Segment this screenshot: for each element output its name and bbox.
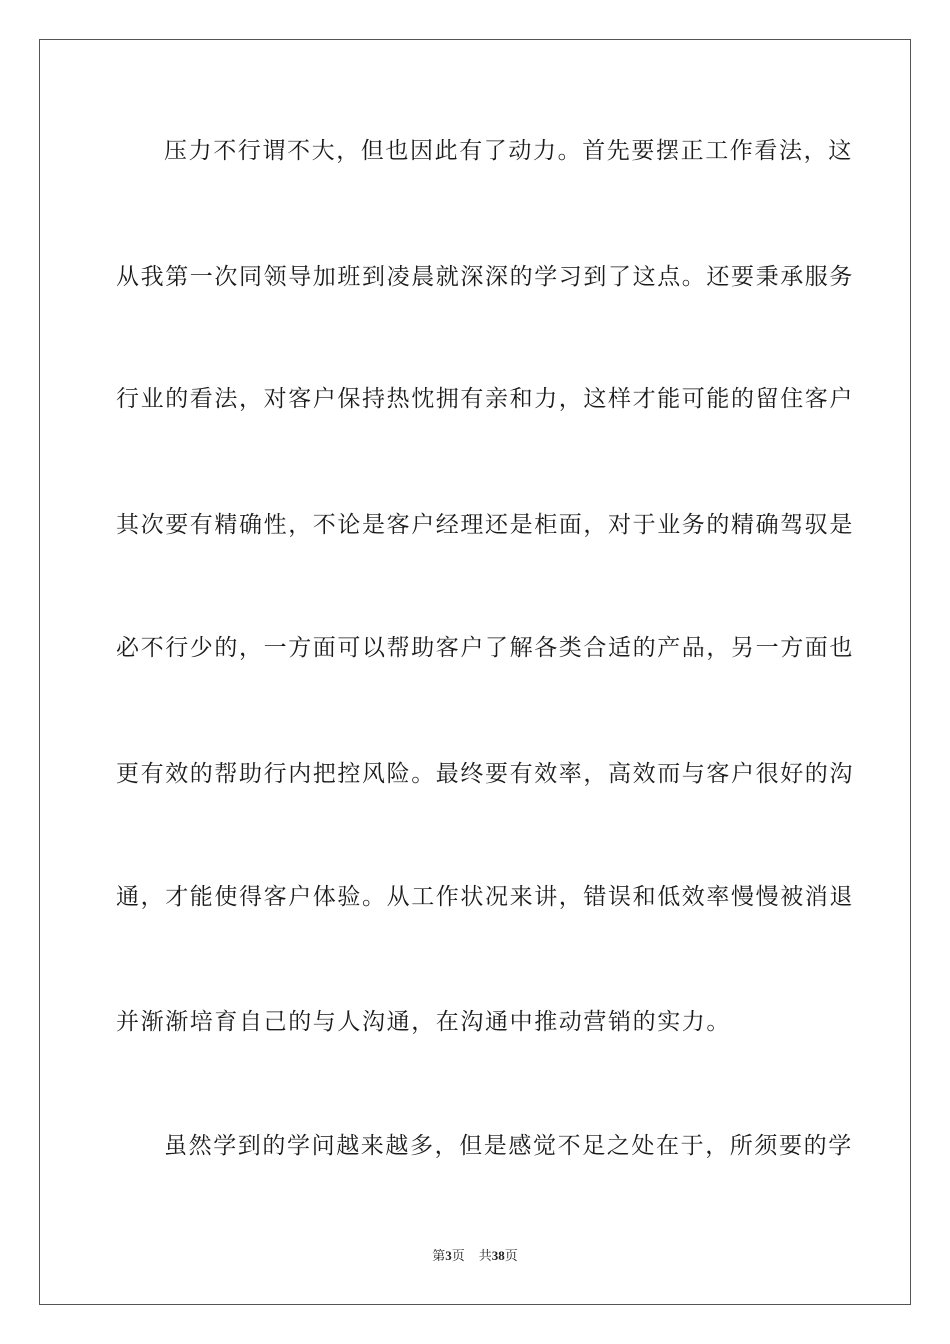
- paragraph-line: 从我第一次同领导加班到凌晨就深深的学习到了这点。还要秉承服务: [116, 264, 854, 290]
- total-pages: 38: [491, 1248, 505, 1263]
- total-prefix: 共: [478, 1249, 492, 1264]
- paragraph-line: 其次要有精确性，不论是客户经理还是柜面，对于业务的精确驾驭是: [116, 512, 854, 538]
- page-border: [39, 39, 911, 1305]
- paragraph-line: 行业的看法，对客户保持热忱拥有亲和力，这样才能可能的留住客户: [116, 386, 854, 412]
- paragraph-line: 必不行少的，一方面可以帮助客户了解各类合适的产品，另一方面也: [116, 635, 854, 661]
- page-prefix: 第: [432, 1249, 446, 1264]
- paragraph-line: 并渐渐培育自己的与人沟通，在沟通中推动营销的实力。: [116, 1009, 731, 1035]
- paragraph-line: 通，才能使得客户体验。从工作状况来讲，错误和低效率慢慢被消退: [116, 884, 854, 910]
- page-number: 3: [445, 1248, 452, 1263]
- page-footer: [0, 1246, 950, 1267]
- total-suffix: 页: [504, 1249, 518, 1264]
- paragraph-line: 虽然学到的学问越来越多，但是感觉不足之处在于，所须要的学: [164, 1133, 853, 1159]
- paragraph-line: 更有效的帮助行内把控风险。最终要有效率，高效而与客户很好的沟: [116, 761, 854, 787]
- paragraph-line: 压力不行谓不大，但也因此有了动力。首先要摆正工作看法，这: [164, 138, 853, 164]
- page-suffix: 页: [451, 1249, 465, 1264]
